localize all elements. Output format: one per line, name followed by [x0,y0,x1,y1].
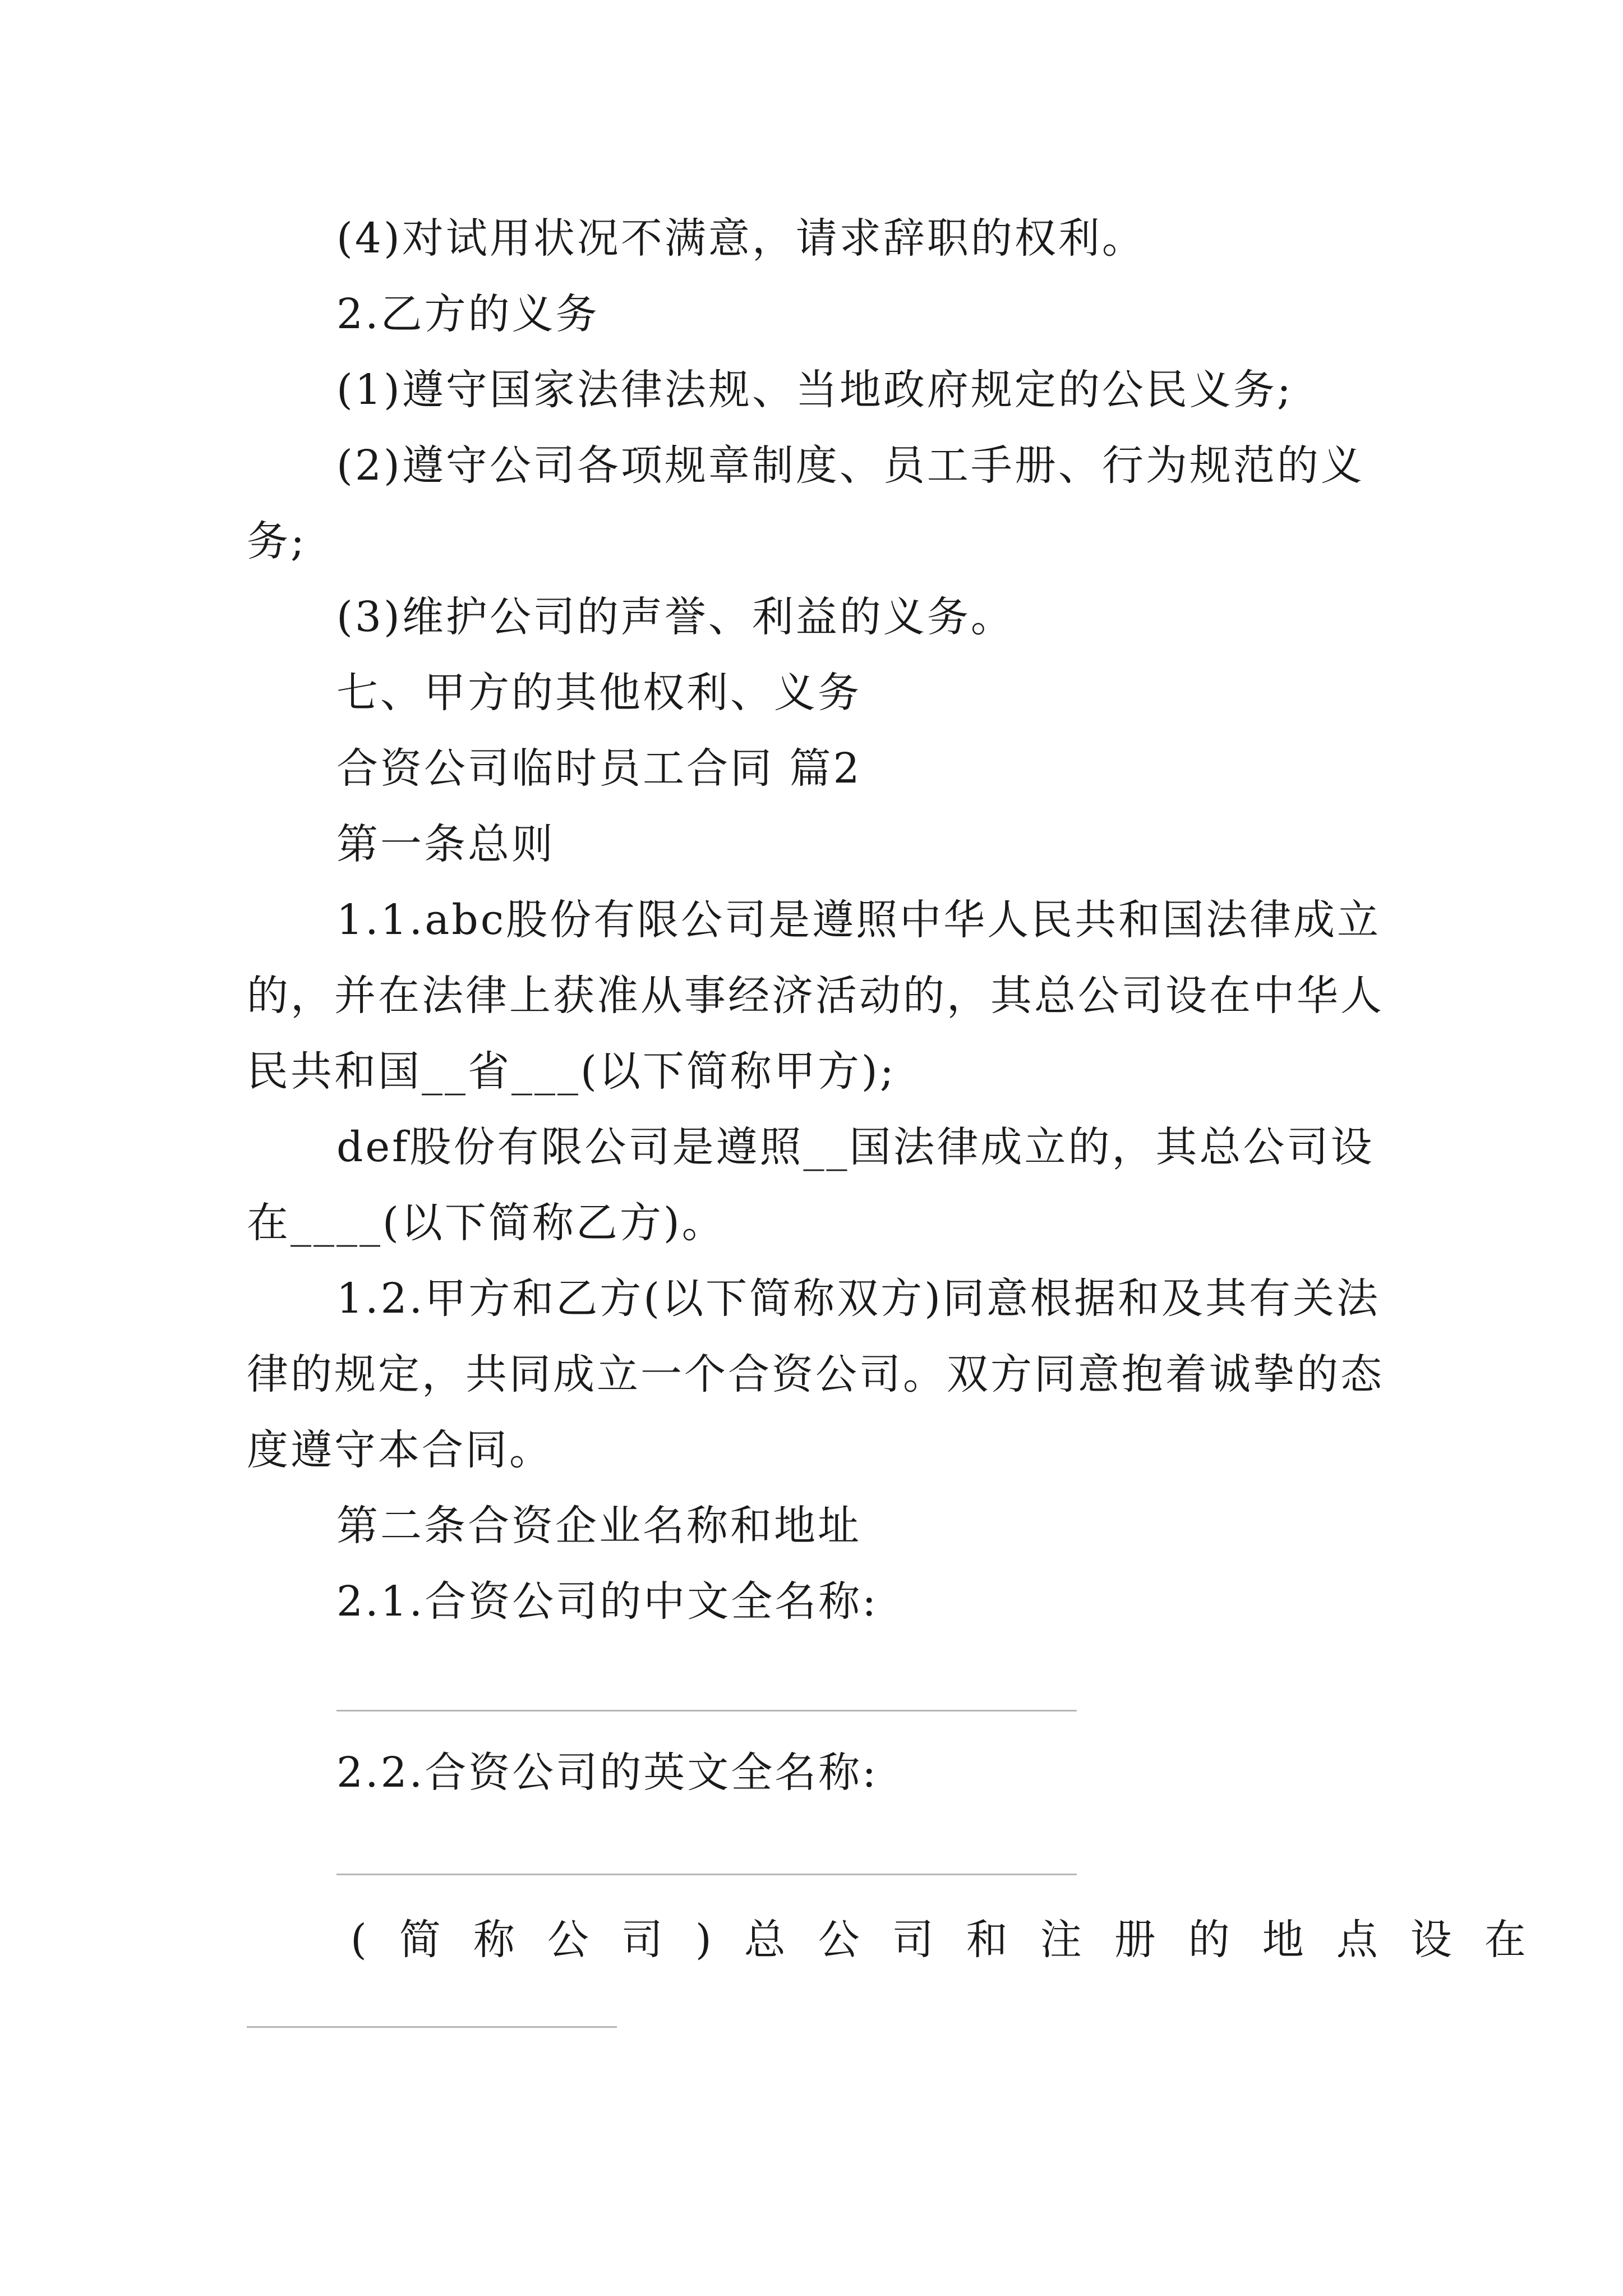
contract-title-part-2: 合资公司临时员工合同 篇2 [336,744,862,793]
clause-2-2-english-name: 2.2.合资公司的英文全名称: [336,1749,879,1797]
english-name-blank-line [336,1874,1077,1875]
clause-1-1-line-2: 的，并在法律上获准从事经济活动的，其总公司设在中华人 [247,972,1384,1020]
obligation-1: (1)遵守国家法律法规、当地政府规定的公民义务; [336,366,1293,414]
clause-2-1-chinese-name: 2.1.合资公司的中文全名称: [336,1577,879,1626]
obligation-3: (3)维护公司的声誉、利益的义务。 [336,593,1015,641]
heading-party-a-other: 七、甲方的其他权利、义务 [336,669,861,717]
article-2-heading: 第二条合资企业名称和地址 [336,1502,861,1550]
clause-1-1-line-1: 1.1.abc股份有限公司是遵照中华人民共和国法律成立 [336,896,1381,944]
clause-4-rights: (4)对试用状况不满意，请求辞职的权利。 [336,214,1146,263]
clause-1-2-line-2: 律的规定，共同成立一个合资公司。双方同意抱着诚挚的态 [247,1350,1384,1398]
clause-1-2-line-1: 1.2.甲方和乙方(以下简称双方)同意根据和及其有关法 [336,1274,1380,1323]
chinese-name-blank-line [336,1710,1077,1711]
registered-address-line: (简称公司)总公司和注册的地点设在 [351,1916,1559,1964]
clause-1-2-line-3: 度遵守本合同。 [247,1426,553,1474]
address-blank-line [247,2026,617,2028]
obligation-2: (2)遵守公司各项规章制度、员工手册、行为规范的义 [336,441,1364,490]
party-b-line-1: def股份有限公司是遵照__国法律成立的，其总公司设 [336,1123,1375,1171]
heading-party-b-obligations: 2.乙方的义务 [336,290,600,338]
article-1-heading: 第一条总则 [336,820,555,868]
clause-1-1-line-3: 民共和国__省___(以下简称甲方); [247,1047,896,1096]
party-b-line-2: 在____(以下简称乙方)。 [247,1199,726,1247]
obligation-2-continued: 务; [247,517,307,565]
